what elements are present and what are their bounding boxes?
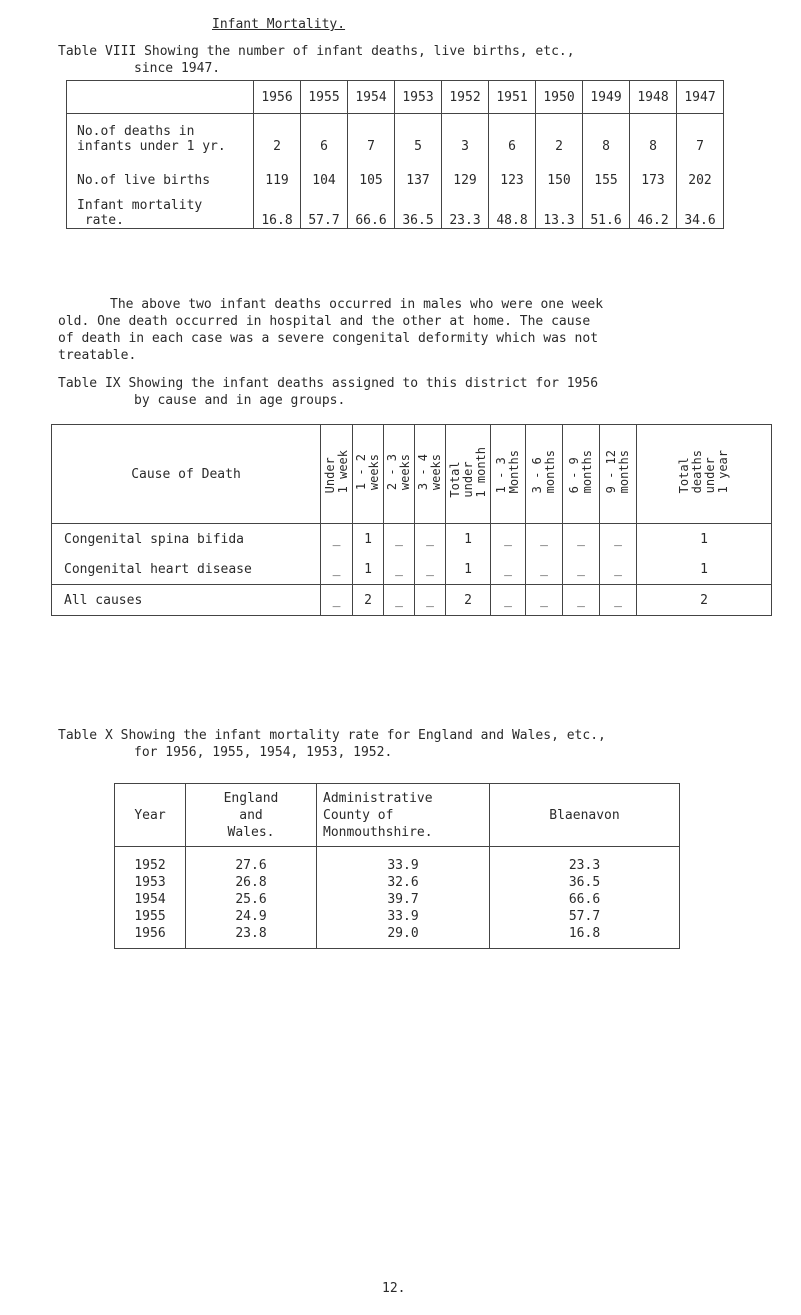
table9-total-cell: _ [491,585,526,616]
header-line: and [239,807,263,823]
table8-cell: 6 [301,114,348,155]
table10-cell: 39.7 [317,891,490,908]
label-line: No.of deaths in [77,124,195,139]
age-header-text: 1 - 3 Months [494,450,521,494]
table9-age-header [415,425,446,524]
table8-cell: 3 [442,114,489,155]
table10-cell: 27.6 [186,847,317,875]
table8-cell: 7 [677,114,724,155]
table8-cell: 2 [254,114,301,155]
table8-row-births [67,154,724,188]
table9-cell: _ [526,554,563,585]
table8-cell: 8 [630,114,677,155]
age-header-text: 3 - 6 months [530,450,557,494]
table8-row-deaths [67,114,724,155]
table9-cell: _ [526,524,563,555]
table9-age-header [384,425,415,524]
label-line: infants under 1 yr. [77,139,226,154]
table8-cell: 34.6 [677,188,724,229]
table8-cell: 46.2 [630,188,677,229]
paragraph-line: of death in each case was a severe congenital deformity which was not [58,331,599,346]
paragraph-line: old. One death occurred in hospital and the other at home. The cause [58,314,591,329]
table10-cell: 66.6 [490,891,680,908]
table9-row [52,524,772,555]
table10-header-row [115,784,680,847]
table10-row [115,891,680,908]
table10-cell: 24.9 [186,908,317,925]
table8-cell: 51.6 [583,188,630,229]
table8-year: 1953 [395,81,442,114]
table9-row [52,554,772,585]
header-line: County of [323,807,394,823]
table10-cell: 23.3 [490,847,680,875]
table8-cell: 66.6 [348,188,395,229]
table9 [51,424,772,616]
table9-caption-line2: by cause and in age groups. [134,393,346,408]
table8-cell: 13.3 [536,188,583,229]
table8-year: 1954 [348,81,395,114]
table9-cell: 1 [353,554,384,585]
table10-caption-line2: for 1956, 1955, 1954, 1953, 1952. [134,745,393,760]
table10-header [317,784,490,847]
table10-cell: 33.9 [317,847,490,875]
table10-cell: 23.8 [186,925,317,949]
table8-caption-line2: since 1947. [134,61,221,76]
header-line: Blaenavon [549,807,620,823]
table8-caption-line1: Table VIII Showing the number of infant deaths, live births, etc., [58,44,575,59]
table8-cell: 2 [536,114,583,155]
table10-year: 1953 [115,874,186,891]
table9-cell: _ [415,524,446,555]
table9-age-header [491,425,526,524]
table8-cell: 8 [583,114,630,155]
table9-total-cell: _ [321,585,353,616]
table8-row-label [67,188,254,229]
table9-cell: _ [384,524,415,555]
table8-cell: 137 [395,154,442,188]
table8-cell: 155 [583,154,630,188]
table10-header [186,784,317,847]
table8-row-label [67,154,254,188]
table9-caption-line1: Table IX Showing the infant deaths assigned to this district for 1956 [58,376,599,391]
table9-total-label: All causes [52,585,321,616]
age-header-text: 6 - 9 months [567,450,594,494]
table10-year: 1952 [115,847,186,875]
table10-cell: 16.8 [490,925,680,949]
table9-cell: _ [491,554,526,585]
table9-age-header [321,425,353,524]
table8-cell: 105 [348,154,395,188]
table9-cause-header: Cause of Death [52,425,321,524]
table8-cell: 57.7 [301,188,348,229]
table8-cell: 202 [677,154,724,188]
table9-cell: 1 [637,554,772,585]
table8-year: 1947 [677,81,724,114]
table10-cell: 25.6 [186,891,317,908]
label-line: Infant mortality [77,198,203,213]
table9-header-row [52,425,772,524]
table10-header [490,784,680,847]
table10-year: 1954 [115,891,186,908]
table9-total-cell: 2 [637,585,772,616]
table8-cell: 5 [395,114,442,155]
header-line: Year [134,807,166,823]
table10-cell: 36.5 [490,874,680,891]
table8-cell: 173 [630,154,677,188]
table9-cell: 1 [353,524,384,555]
table9-cell: _ [384,554,415,585]
table10 [114,783,680,949]
table9-cell: _ [321,524,353,555]
table8-row-rate [67,188,724,229]
table8-year: 1950 [536,81,583,114]
table8-year: 1952 [442,81,489,114]
table10-cell: 33.9 [317,908,490,925]
table8-cell: 6 [489,114,536,155]
table9-total-cell: 2 [446,585,491,616]
table9-cell: _ [563,524,600,555]
table8-corner [67,81,254,114]
table8-row-label [67,114,254,155]
table9-cell: _ [600,554,637,585]
table8-cell: 7 [348,114,395,155]
table9-cell: 1 [637,524,772,555]
table8-cell: 23.3 [442,188,489,229]
age-header-text: Total under 1 month [447,446,488,498]
table8-cell: 36.5 [395,188,442,229]
header-line: Administrative [323,790,433,806]
table9-cell: _ [321,554,353,585]
table8-cell: 123 [489,154,536,188]
age-header-text: 9 - 12 months [604,450,631,494]
table9-cell: 1 [446,524,491,555]
table9-age-header [563,425,600,524]
age-header-text: 3 - 4 weeks [416,453,443,491]
table10-row [115,925,680,949]
table9-cell: _ [563,554,600,585]
table9-cause: Congenital heart disease [52,554,321,585]
table9-total-cell: _ [526,585,563,616]
table10-row [115,908,680,925]
table8-header-row [67,81,724,114]
table9-age-header [637,425,772,524]
table10-cell: 57.7 [490,908,680,925]
table9-total-cell: _ [415,585,446,616]
table10-cell: 26.8 [186,874,317,891]
table9-age-header [446,425,491,524]
table8-year: 1948 [630,81,677,114]
table8-cell: 104 [301,154,348,188]
table8-year: 1956 [254,81,301,114]
table10-cell: 32.6 [317,874,490,891]
table8-cell: 150 [536,154,583,188]
table8-cell: 119 [254,154,301,188]
table10-year: 1955 [115,908,186,925]
table10-row [115,847,680,875]
table8 [66,80,724,229]
label-line: rate. [84,213,124,228]
header-line: Monmouthshire. [323,824,433,840]
table9-total-cell: _ [384,585,415,616]
table9-cause: Congenital spina bifida [52,524,321,555]
table8-year: 1955 [301,81,348,114]
table10-caption-line1: Table X Showing the infant mortality rate for England and Wales, etc., [58,728,606,743]
table9-age-header [353,425,384,524]
table9-cell: _ [600,524,637,555]
table9-cell: 1 [446,554,491,585]
table9-cell: _ [415,554,446,585]
age-header-text: Under 1 week [322,450,350,494]
header-line: England [223,790,279,806]
table10-header [115,784,186,847]
table10-row [115,874,680,891]
age-header-text: 1 - 2 weeks [354,453,381,491]
table9-total-row [52,585,772,616]
table8-year: 1949 [583,81,630,114]
table9-total-cell: 2 [353,585,384,616]
table10-year: 1956 [115,925,186,949]
table9-total-cell: _ [563,585,600,616]
page-number: 12. [382,1281,406,1296]
label-line: No.of live births [77,173,211,188]
page-heading: Infant Mortality. [212,17,346,32]
table8-cell: 16.8 [254,188,301,229]
table9-total-cell: _ [600,585,637,616]
table9-cell: _ [491,524,526,555]
table9-age-header [600,425,637,524]
table8-cell: 129 [442,154,489,188]
table8-cell: 48.8 [489,188,536,229]
table8-year: 1951 [489,81,536,114]
table10-cell: 29.0 [317,925,490,949]
paragraph-line: treatable. [58,348,137,363]
table9-age-header [526,425,563,524]
paragraph-line: The above two infant deaths occurred in males who were one week [110,297,604,312]
header-line: Wales. [227,824,275,840]
age-header-text: Total deaths under 1 year [677,450,730,494]
age-header-text: 2 - 3 weeks [385,453,412,491]
